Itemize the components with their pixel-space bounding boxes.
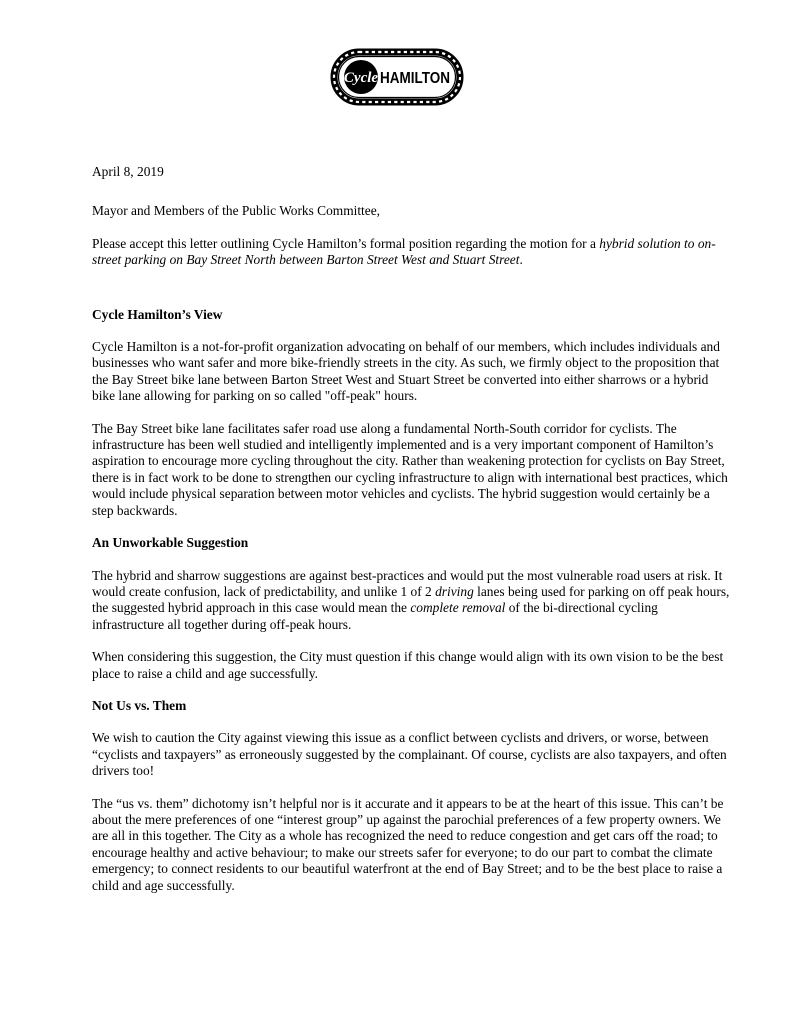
not-us-paragraph-2: The “us vs. them” dichotomy isn’t helpful nor is it accurate and it appears to be at the heart of this issue. This can’t be about the mere preferences of one “interest group” up against the parochial preferences of a few property owners. We are all in this together. The City as a whole has recognized the need to reduce congestion and get cars off the road; to encourage healthy and active behaviour; to make our streets safer for everyone; to do our part to combat the climate emergency; to connect residents to our beautiful waterfront at the end of Bay Street; and to be the best place to raise a child and age successfully. bbox=[92, 795, 724, 893]
logo-word-cycle: Cycle bbox=[343, 70, 379, 86]
letter-date: April 8, 2019 bbox=[92, 164, 164, 179]
unworkable-text-a: The hybrid and sharrow suggestions are against best-practices and would put the most vulnerable road users at risk. It would create confusion, lack of predictability, and unlike 1 of 2 bbox=[92, 567, 723, 599]
not-us-paragraph-1: We wish to caution the City against viewing this issue as a conflict between cyclists and drivers, or worse, between “cyclists and taxpayers” as erroneously suggested by the complainant. Of course, cyclists are also taxpayers, and often drivers too! bbox=[92, 730, 727, 779]
unworkable-italic-removal: complete removal bbox=[410, 600, 506, 616]
intro-paragraph bbox=[92, 236, 732, 269]
intro-italic: hybrid solution to on-street parking on Bay Street North between Barton Street West and Stuart Street bbox=[92, 235, 716, 268]
cycle-hamilton-logo bbox=[330, 48, 464, 106]
view-paragraph-1: Cycle Hamilton is a not-for-profit organization advocating on behalf of our members, which includes individuals and businesses who want safer and more bike-friendly streets in the city. As such, we firmly object to the proposition that the Bay Street bike lane between Barton Street West and Stuart Street be converted into either sharrows or a hybrid bike lane allowing for parking on so called "off-peak" hours. bbox=[92, 339, 720, 404]
unworkable-text-c: of the bi-directional cycling infrastructure all together during off-peak hours. bbox=[92, 600, 658, 632]
intro-text: Please accept this letter outlining Cycle Hamilton’s formal position regarding the motion for a bbox=[92, 235, 600, 251]
logo-word-hamilton: HAMILTON bbox=[380, 70, 450, 87]
unworkable-text-b: lanes being used for parking on off peak hours, the suggested hybrid approach in this case would mean the bbox=[92, 583, 730, 616]
section-heading-unworkable: An Unworkable Suggestion bbox=[92, 535, 249, 551]
intro-end: . bbox=[519, 252, 523, 268]
unworkable-italic-driving: driving bbox=[435, 583, 474, 599]
salutation: Mayor and Members of the Public Works Committee, bbox=[92, 203, 381, 219]
view-paragraph-2: The Bay Street bike lane facilitates safer road use along a fundamental North-South corridor for cyclists. The infrastructure has been well studied and intelligently implemented and is a very important component of Hamilton’s aspiration to encourage more cycling throughout the city. Rather than weakening protection for cyclists on Bay Street, there is in fact work to be done to strengthen our cycling infrastructure to align with international best practices, which would include physical separation between motor vehicles and cyclists. The hybrid suggestion would certainly be a step backwards. bbox=[92, 420, 728, 518]
letter-body bbox=[92, 164, 732, 894]
section-heading-view: Cycle Hamilton’s View bbox=[92, 306, 223, 322]
section-heading-not-us: Not Us vs. Them bbox=[92, 697, 187, 713]
unworkable-paragraph-2: When considering this suggestion, the City must question if this change would align with its own vision to be the best place to raise a child and age successfully. bbox=[92, 649, 724, 681]
unworkable-paragraph-1 bbox=[92, 568, 732, 634]
